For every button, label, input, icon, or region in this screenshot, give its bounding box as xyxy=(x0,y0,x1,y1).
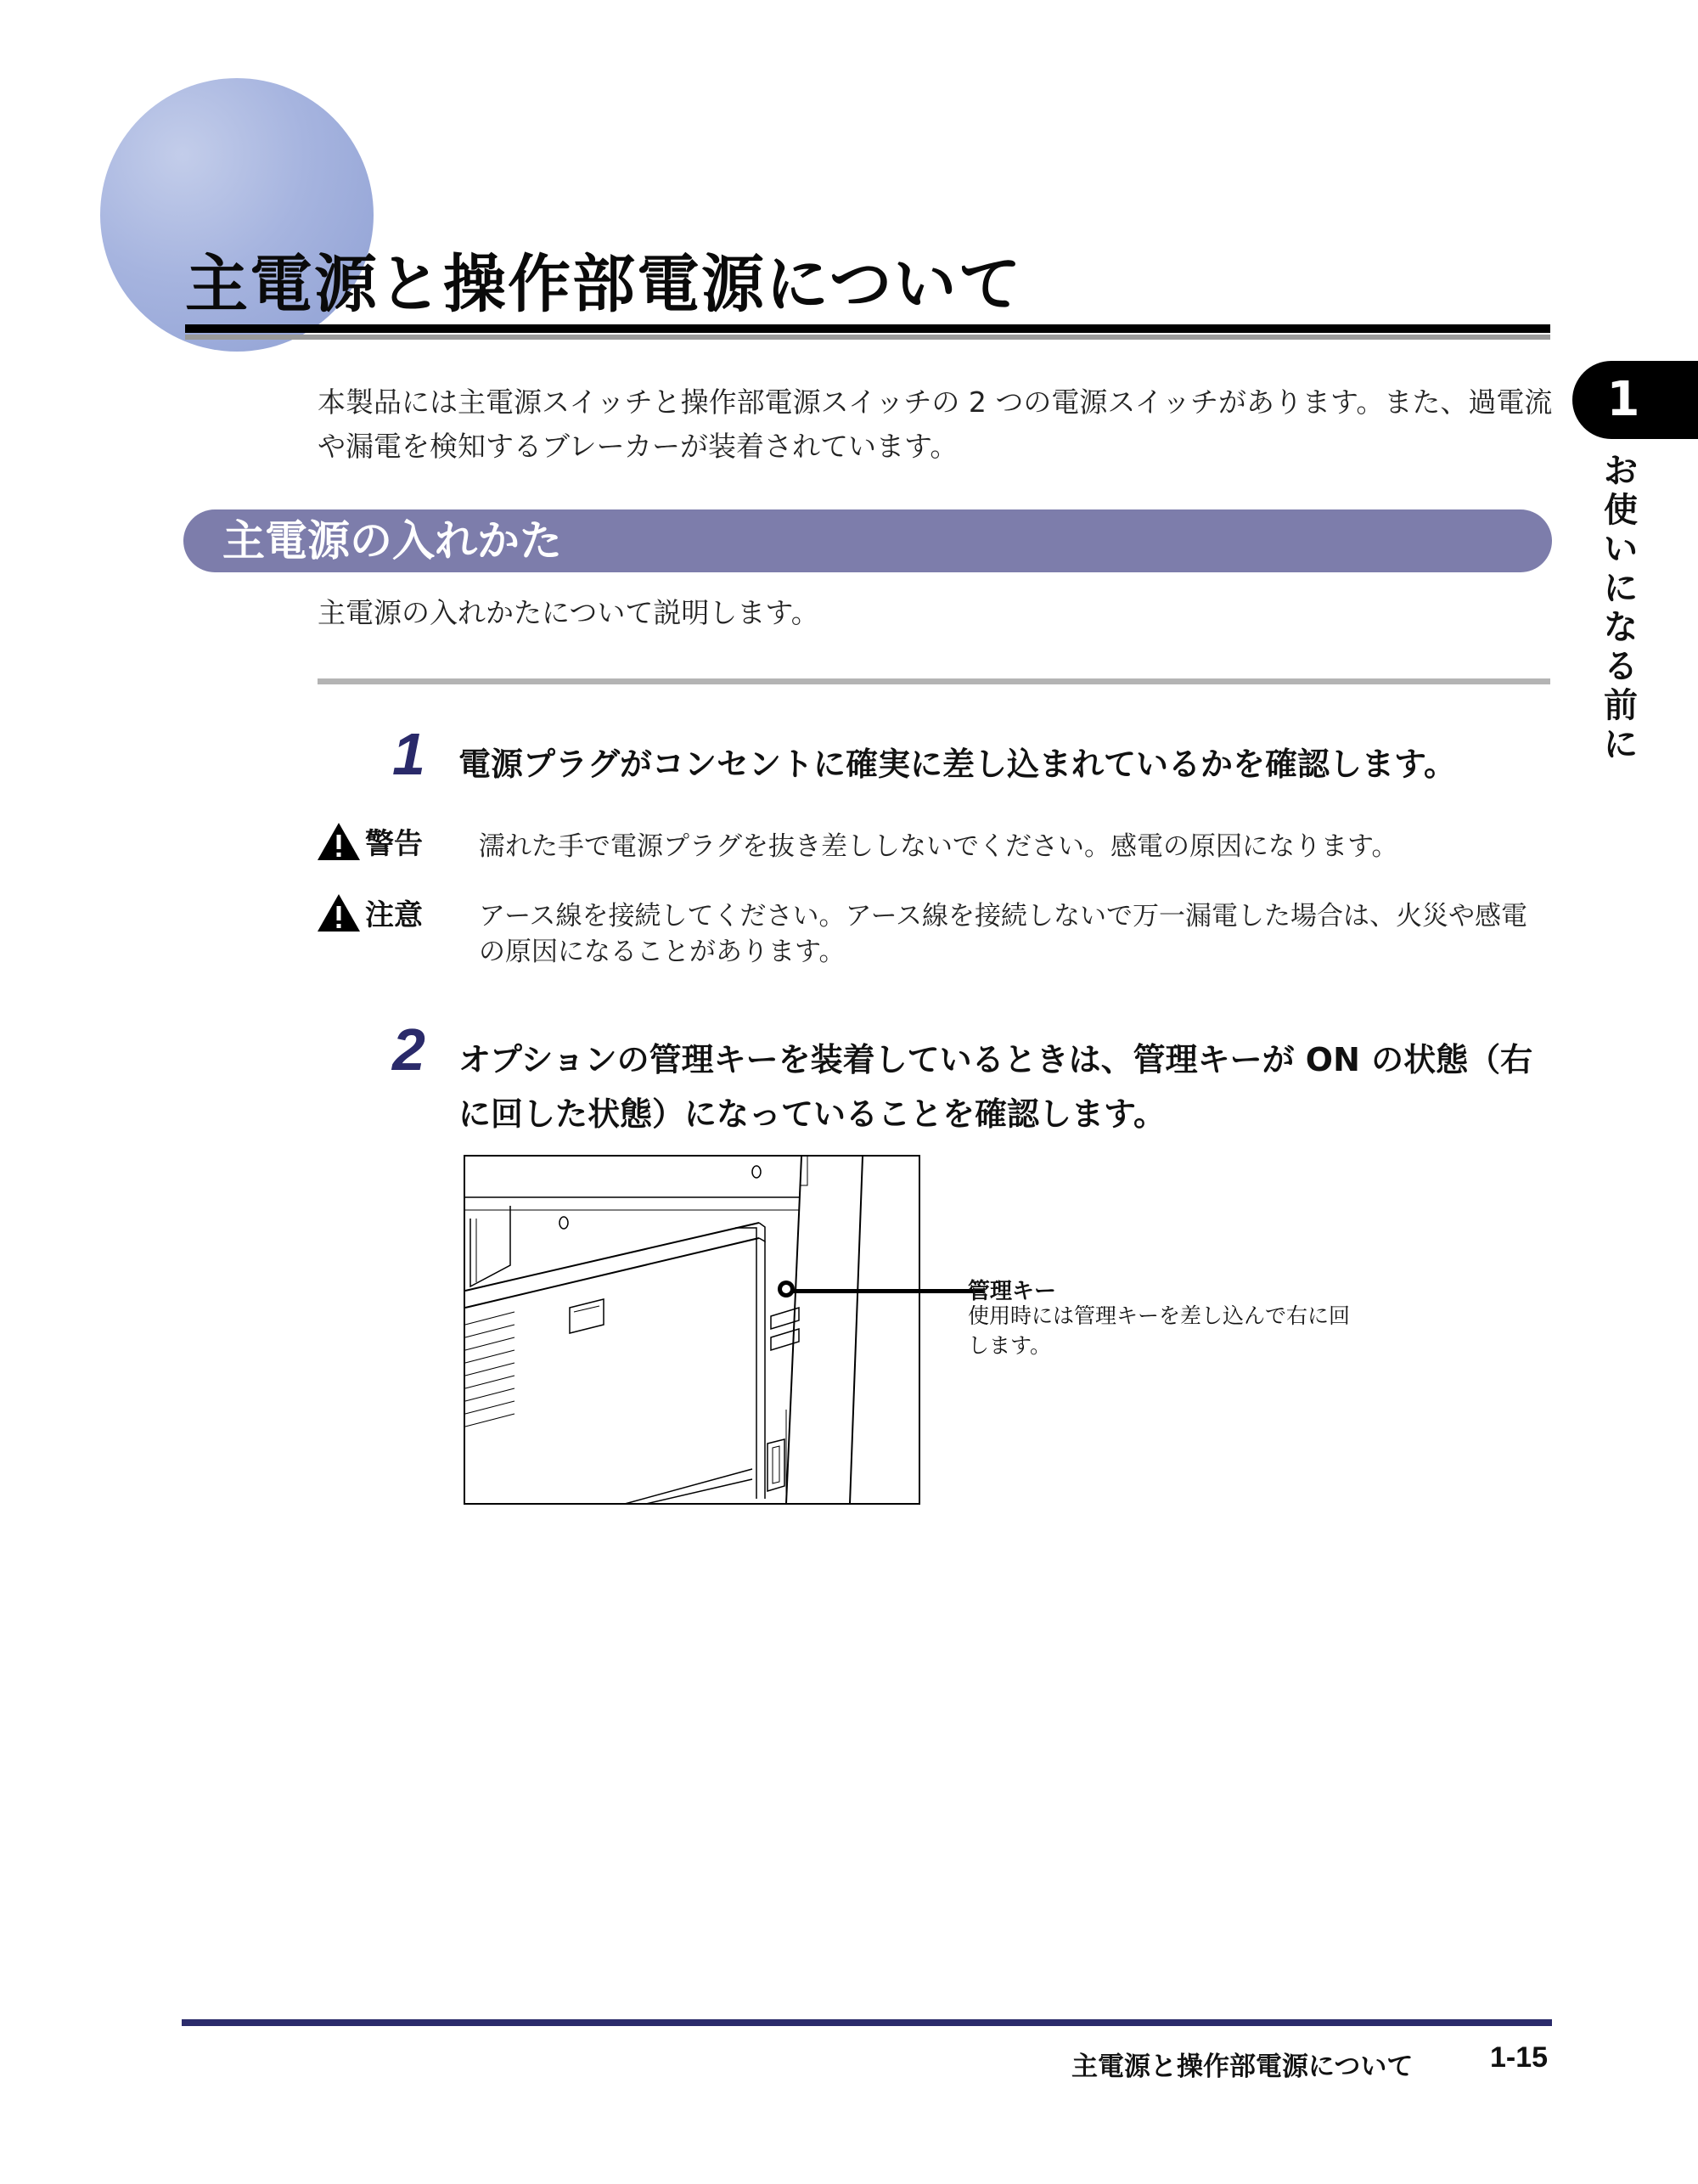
page-title: 主電源と操作部電源について xyxy=(185,248,1023,321)
chapter-name: お使いになる前に xyxy=(1604,452,1638,764)
callout-title: 管理キー xyxy=(968,1279,1057,1304)
section-description: 主電源の入れかたについて説明します。 xyxy=(318,596,819,629)
chapter-number: 1 xyxy=(1606,372,1640,427)
section-title: 主電源の入れかた xyxy=(222,516,562,566)
page-number: 1-15 xyxy=(1490,2041,1549,2074)
step-number: 2 xyxy=(392,1016,425,1083)
warning-label xyxy=(316,820,423,862)
footer-title: 主電源と操作部電源について xyxy=(1071,2052,1414,2082)
step-number: 1 xyxy=(392,721,425,787)
step-text: 電源プラグがコンセントに確実に差し込まれているかを確認します。 xyxy=(458,746,1456,783)
warning-label-text: 警告 xyxy=(365,827,423,861)
caution-label xyxy=(316,892,423,933)
callout-description: 使用時には管理キーを差し込んで右に回します。 xyxy=(968,1303,1351,1358)
step-text: オプションの管理キーを装着しているときは、管理キーが ON の状態（右に回した状態）になっていることを確認します。 xyxy=(458,1041,1533,1133)
caution-text: アース線を接続してください。アース線を接続しないで万一漏電した場合は、火災や感電の原因になることがあります。 xyxy=(479,901,1528,967)
warning-text: 濡れた手で電源プラグを抜き差ししないでください。感電の原因になります。 xyxy=(479,831,1398,862)
section-divider xyxy=(318,678,1550,684)
title-divider-shadow xyxy=(185,335,1550,340)
footer-divider xyxy=(182,2019,1552,2026)
machine-illustration xyxy=(464,1155,920,1505)
intro-paragraph: 本製品には主電源スイッチと操作部電源スイッチの 2 つの電源スイッチがあります。また、過電流や漏電を検知するブレーカーが装着されています。 xyxy=(318,386,1553,463)
warning-triangle-icon xyxy=(316,821,362,862)
caution-triangle-icon xyxy=(316,892,362,933)
callout-leader-line xyxy=(791,1289,983,1293)
title-divider xyxy=(185,324,1550,333)
caution-label-text: 注意 xyxy=(365,898,423,932)
